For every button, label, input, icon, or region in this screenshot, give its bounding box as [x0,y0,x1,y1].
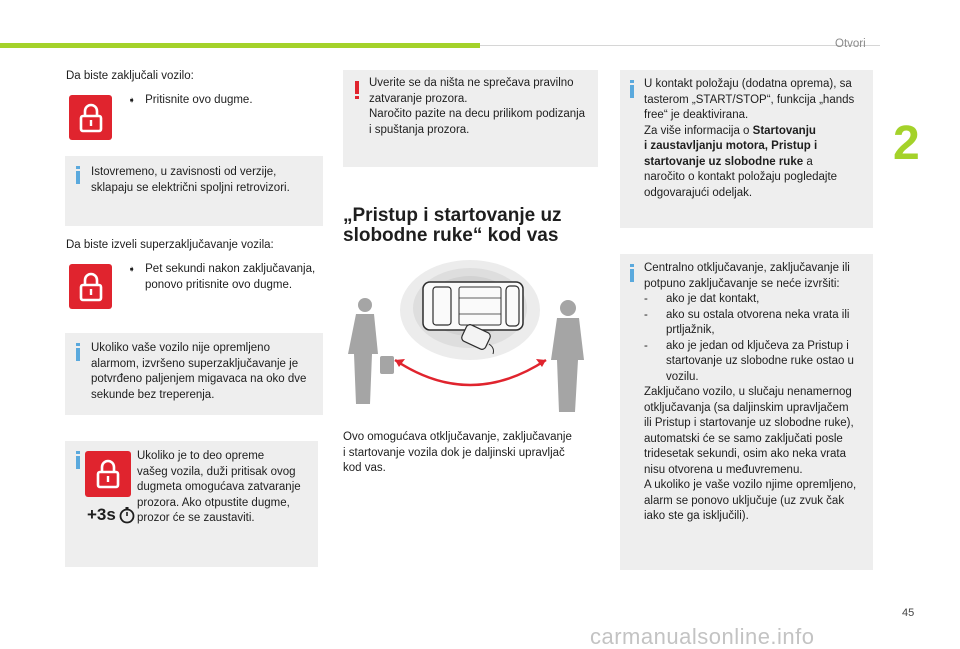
lock-intro: Da biste zaključali vozilo: [66,70,194,82]
stopwatch-icon [118,506,136,524]
section-heading: „Pristup i startovanje uz slobodne ruke“ kod vas [343,205,562,246]
hands-free-illustration [343,260,598,420]
lock-step: ➧ Pritisnite ovo dugme. [128,94,253,106]
superlock-button-icon [69,264,112,309]
person-left-icon [348,298,394,404]
hold-3s-indicator: +3s [87,505,136,525]
list-item: - ako je dat kontakt, [644,293,760,305]
list-item: - ako su ostala otvorena neka vrata ili prtljažnik, [644,308,850,336]
illustration-caption: Ovo omogućava otključavanje, zaključavanje i startovanje vozila dok je daljinski upravljač kod vas. [343,431,572,474]
info-icon [630,264,634,282]
central-locking-info-box: Centralno otključavanje, zaključavanje ili potpuno zaključavanje se neće izvršiti: - ako je dat kontakt, - ako su ostala otvorena neka vrata ili prtljažnik, - ako je jedan od ključeva za Pristup i startovanje uz slobodne ruke ostao u vozilu. Zaključano vozilo, u slučaju nenamernog otključavanja (sa daljinskim upravljačem ili Pristup i startovanje uz slobodne ruke), automatski će se samo zaključati posle tridesetak sekundi, osim ako neka vrata nisu otvorena u međuvremenu. A ukoliko je vaše vozilo njime opremljeno, alarm se ponovo uključuje (uz zvuk čak iako ste ga isključili). [620,254,873,570]
page-number: 45 [902,607,915,619]
lock-button-icon [69,95,112,140]
superlock-intro: Da biste izveli superzaključavanje vozila: [66,239,274,251]
section-title: Otvori [835,38,866,50]
warning-icon [355,81,360,99]
info-icon [76,451,80,469]
info-icon [76,166,80,184]
mirrors-info-box: Istovremeno, u zavisnosti od verzije, sklapaju se električni spoljni retrovizori. [65,156,323,226]
contact-info-box: U kontakt položaju (dodatna oprema), sa tasterom „START/STOP“, funkcija „hands free“ je deaktivirana. Za više informacija o Startovanju i zaustavljanju motora, Pristup i startovanje uz slobodne ruke a naročito o kontakt položaju pogledajte odgovarajući odeljak. [620,70,873,228]
superlock-step: ➧ Pet sekundi nakon zaključavanja, ponovo pritisnite ovo dugme. [128,263,316,291]
window-warning-box: Uverite se da ništa ne sprečava pravilno zatvaranje prozora. Naročito pazite na decu prilikom podizanja i spuštanja prozora. [343,70,598,167]
chapter-number: 2 [893,117,920,170]
alarm-info-box: Ukoliko vaše vozilo nije opremljeno alarmom, izvršeno superzaključavanje je potvrđeno paljenjem migavaca na oko dve sekunde bez treperenja. [65,333,323,415]
bullet-arrow-icon: ➧ [128,264,136,274]
person-right-icon [551,300,584,412]
range-arc-icon [395,360,546,385]
padlock-icon [78,272,104,302]
watermark: carmanualsonline.info [590,624,815,649]
info-icon [76,343,80,361]
header-divider [480,45,880,46]
window-lock-button-icon [85,451,131,497]
window-info-box: +3s Ukoliko je to deo opreme vašeg vozila, duži pritisak ovog dugmeta omogućava zatvaranje prozora. Ako otpustite dugme, prozor će se zaustaviti. [65,441,318,567]
car-top-view-icon [423,282,523,330]
bullet-arrow-icon: ➧ [128,95,136,105]
padlock-icon [78,103,104,133]
list-item: - ako je jedan od ključeva za Pristup i startovanje uz slobodne ruke ostao u vozilu. [644,339,854,383]
padlock-icon [95,459,121,489]
header-accent-bar [0,43,480,48]
info-icon [630,80,634,98]
